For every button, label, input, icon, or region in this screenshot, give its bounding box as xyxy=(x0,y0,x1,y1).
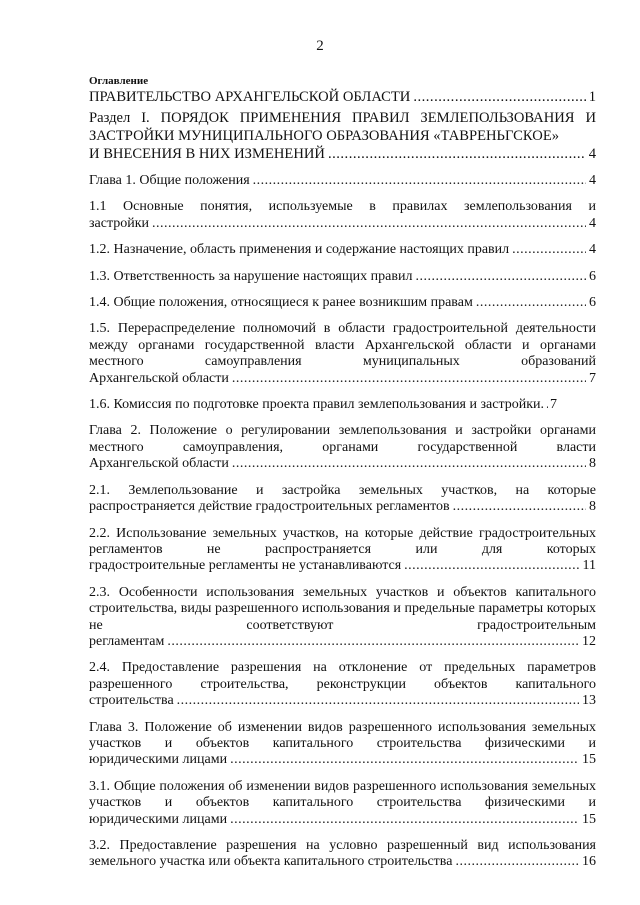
toc-entry-title: 1.2. Назначение, область применения и содержание настоящих правил xyxy=(89,242,510,258)
toc-entry[interactable] xyxy=(89,295,596,311)
leader-dots xyxy=(232,456,586,472)
leader-dots xyxy=(453,499,586,515)
leader-dots xyxy=(546,397,548,413)
toc-entry-title: И ВНЕСЕНИЯ В НИХ ИЗМЕНЕНИЙ xyxy=(89,146,325,162)
toc-entry[interactable] xyxy=(89,397,596,413)
toc-entry-title: застройки xyxy=(89,215,150,231)
toc-entry-title: Глава 1. Общие положения xyxy=(89,173,250,188)
page-number: 2 xyxy=(316,38,324,54)
leader-dots xyxy=(152,216,586,232)
toc-entry-page: 15 xyxy=(582,752,596,768)
toc-entry[interactable] xyxy=(89,779,596,828)
toc-entry-title: 1.3. Ответственность за нарушение настоящих правил xyxy=(89,268,413,284)
toc-entry-title: Архангельской области xyxy=(89,456,229,472)
toc-entry-page: 15 xyxy=(582,811,596,827)
toc-entry-title: распространяется действие градостроительных регламентов xyxy=(89,499,450,515)
table-of-contents xyxy=(89,75,596,871)
toc-entry-title-lead: 2.1. Землепользование и застройка земельных участков, на которые xyxy=(89,482,596,498)
toc-entry[interactable] xyxy=(89,720,596,769)
leader-dots xyxy=(230,752,579,768)
toc-entry-title-lead: Раздел I. ПОРЯДОК ПРИМЕНЕНИЯ ПРАВИЛ ЗЕМЛЕПОЛЬЗОВАНИЯ И ЗАСТРОЙКИ МУНИЦИПАЛЬНОГО ОБРАЗОВАНИЯ «ТАВРЕНЬГСКОЕ» xyxy=(89,110,596,144)
toc-entry-page: 12 xyxy=(582,633,596,649)
toc-entry[interactable] xyxy=(89,483,596,516)
toc-entry[interactable] xyxy=(89,242,596,258)
leader-dots xyxy=(230,812,579,828)
toc-entry-page: 7 xyxy=(589,370,596,386)
toc-entry-title-lead: 2.2. Использование земельных участков, на которые действие градостроительных регламентов не распространяется или для которых xyxy=(89,525,596,557)
toc-entry-page: 13 xyxy=(582,693,596,709)
toc-entry-title: юридическими лицами xyxy=(89,752,228,768)
toc-entry[interactable] xyxy=(89,838,596,871)
toc-entry-title: градостроительные регламенты не устанавливаются xyxy=(89,558,402,574)
toc-entry-title-lead: 2.4. Предоставление разрешения на отклонение от предельных параметров разрешенного строительства, реконструкции объектов капитального xyxy=(89,660,596,692)
toc-entry-title: земельного участка или объекта капитального строительства xyxy=(89,854,453,870)
toc-entry-title-lead: 2.3. Особенности использования земельных участков и объектов капитального строительства, виды разрешенного использования и предельные параметры которых не соответствуют градостроительным xyxy=(89,584,596,633)
toc-entry[interactable] xyxy=(89,660,596,709)
toc-heading: Оглавление xyxy=(89,75,149,87)
leader-dots xyxy=(415,269,586,285)
toc-entry-page: 11 xyxy=(582,558,596,574)
toc-entry-title-lead: 1.5. Перераспределение полномочий в области градостроительной деятельности между органами государственной власти Архангельской области и органами местного самоуправления муниципальных образований xyxy=(89,321,596,370)
toc-entry-page: 8 xyxy=(589,456,596,472)
toc-entry[interactable] xyxy=(89,88,596,106)
toc-entry-page: 7 xyxy=(550,397,558,413)
leader-dots xyxy=(253,173,586,189)
toc-entry-title-lead: Глава 3. Положение об изменении видов разрешенного использования земельных участков и объектов капитального строительства физическими и xyxy=(89,719,596,751)
leader-dots xyxy=(328,145,586,163)
toc-entry-title-lead: 3.2. Предоставление разрешения на условно разрешенный вид использования xyxy=(89,838,596,853)
leader-dots xyxy=(512,242,586,258)
toc-entry[interactable] xyxy=(89,321,596,387)
toc-entry-title: ПРАВИТЕЛЬСТВО АРХАНГЕЛЬСКОЙ ОБЛАСТИ xyxy=(89,89,411,105)
leader-dots xyxy=(476,295,586,311)
toc-entry-page: 6 xyxy=(589,268,596,284)
toc-entry-title: Архангельской области xyxy=(89,370,229,386)
toc-entry-title: регламентам xyxy=(89,633,165,649)
toc-entry-title: юридическими лицами xyxy=(89,811,228,827)
toc-entry-page: 4 xyxy=(589,215,596,231)
toc-entry-page: 6 xyxy=(589,295,596,311)
toc-entry-page: 16 xyxy=(582,854,596,870)
toc-entry-page: 1 xyxy=(588,89,596,105)
leader-dots xyxy=(413,88,585,106)
toc-entry-page: 4 xyxy=(589,242,596,258)
toc-entry[interactable] xyxy=(89,526,596,575)
toc-entry[interactable] xyxy=(89,269,596,285)
leader-dots xyxy=(455,854,579,870)
toc-entry-page: 8 xyxy=(589,499,596,515)
toc-entry[interactable] xyxy=(89,109,596,163)
leader-dots xyxy=(167,634,579,650)
toc-entry-title: строительства xyxy=(89,693,174,709)
toc-entry-page: 4 xyxy=(589,173,596,188)
toc-entry-title-lead: 1.1 Основные понятия, используемые в правилах землепользования и xyxy=(89,199,596,215)
toc-entry[interactable] xyxy=(89,199,596,232)
leader-dots xyxy=(404,558,579,574)
toc-entry[interactable] xyxy=(89,585,596,651)
toc-entry[interactable] xyxy=(89,173,596,189)
toc-entry-title: 1.6. Комиссия по подготовке проекта правил землепользования и застройки. xyxy=(89,397,545,413)
leader-dots xyxy=(177,693,579,709)
leader-dots xyxy=(232,371,586,387)
toc-entry-title-lead: 3.1. Общие положения об изменении видов разрешенного использования земельных участков и объектов капитального строительства физическими и xyxy=(89,778,596,811)
toc-entry-page: 4 xyxy=(588,146,596,162)
toc-entry[interactable] xyxy=(89,423,596,472)
toc-entry-title: 1.4. Общие положения, относящиеся к ранее возникшим правам xyxy=(89,295,473,311)
toc-entry-title-lead: Глава 2. Положение о регулировании землепользования и застройки органами местного самоуправления, органами государственной власти xyxy=(89,423,596,455)
